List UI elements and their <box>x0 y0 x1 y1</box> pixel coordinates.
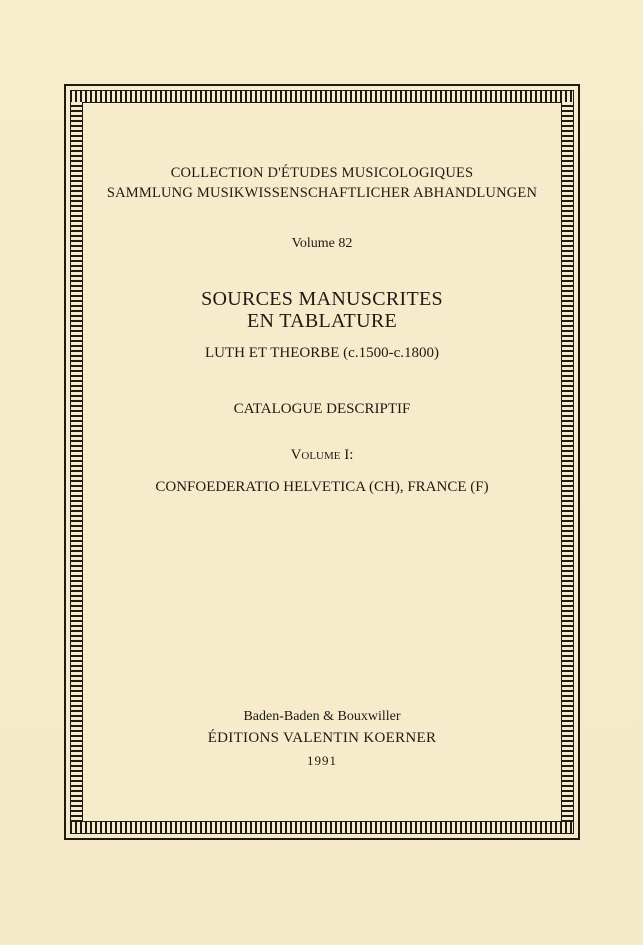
series-title-german: SAMMLUNG MUSIKWISSENSCHAFTLICHER ABHANDLUNGEN <box>106 185 538 201</box>
part-volume-number: I: <box>340 447 354 463</box>
publication-year: 1991 <box>307 753 337 768</box>
countries-covered: CONFOEDERATIO HELVETICA (CH), FRANCE (F) <box>155 479 489 495</box>
part-volume-word: Volume <box>290 447 341 463</box>
series-title-french: COLLECTION D'ÉTUDES MUSICOLOGIQUES <box>170 165 474 181</box>
catalogue-heading: CATALOGUE DESCRIPTIF <box>233 401 411 417</box>
book-title-line-2: EN TABLATURE <box>247 310 397 332</box>
publisher-name: ÉDITIONS VALENTIN KOERNER <box>207 730 437 746</box>
book-subtitle: LUTH ET THEORBE (c.1500-c.1800) <box>205 345 439 361</box>
book-title-line-1: SOURCES MANUSCRITES <box>201 288 443 310</box>
publication-place: Baden-Baden & Bouxwiller <box>243 709 401 724</box>
part-volume-label <box>82 447 562 464</box>
series-volume-number: Volume 82 <box>291 236 353 251</box>
cover-content <box>82 102 562 822</box>
